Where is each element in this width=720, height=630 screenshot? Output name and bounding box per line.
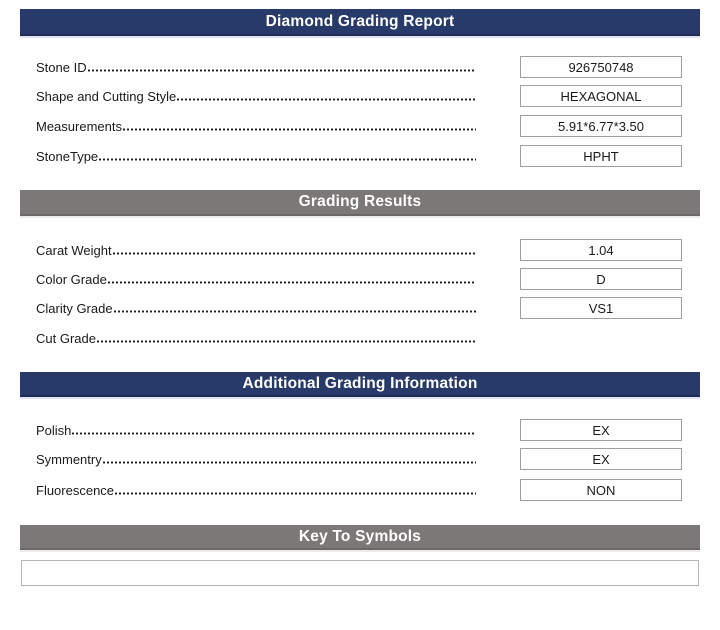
value-box-measurements: [520, 115, 682, 137]
value-box-color-grade: [520, 268, 682, 290]
field-label-stone-id: Stone ID: [36, 59, 87, 75]
field-label-shape: Shape and Cutting Style: [36, 88, 177, 104]
field-row-cut-grade: [20, 327, 700, 349]
field-label-cut-grade: Cut Grade: [36, 330, 96, 346]
dot-leader: [176, 85, 476, 107]
value-box-fluorescence: [520, 479, 682, 501]
field-label-polish: Polish: [36, 422, 72, 438]
section-header-grading-results: [20, 190, 700, 216]
dot-leader: [113, 297, 476, 319]
dot-leader: [96, 327, 476, 349]
section-header-diamond-grading-report: [20, 9, 700, 36]
section-header-additional-grading-information: [20, 372, 700, 397]
value-box-shape: [520, 85, 682, 107]
dot-leader: [71, 419, 476, 441]
dot-leader: [87, 56, 476, 78]
dot-leader: [114, 479, 476, 501]
value-clarity-grade: VS1: [588, 300, 614, 316]
dot-leader: [107, 268, 476, 290]
dot-leader: [122, 115, 476, 137]
dot-leader: [112, 239, 476, 261]
value-box-symmentry: [520, 448, 682, 470]
value-measurements: 5.91*6.77*3.50: [557, 118, 645, 134]
value-polish: EX: [592, 422, 610, 438]
field-row-carat-weight: [20, 239, 700, 261]
value-box-stone-id: [520, 56, 682, 78]
field-row-stone-type: [20, 145, 700, 167]
section-title: Grading Results: [298, 193, 422, 210]
field-row-shape-and-cutting-style: [20, 85, 700, 107]
value-box-polish: [520, 419, 682, 441]
value-symmentry: EX: [592, 451, 610, 467]
value-carat-weight: 1.04: [588, 242, 614, 258]
dot-leader: [102, 448, 476, 470]
field-label-carat-weight: Carat Weight: [36, 242, 112, 258]
field-row-polish: [20, 419, 700, 441]
field-label-stone-type: StoneType: [36, 148, 99, 164]
field-label-color-grade: Color Grade: [36, 271, 107, 287]
key-to-symbols-box: [21, 560, 699, 586]
dot-leader: [98, 145, 476, 167]
field-row-fluorescence: [20, 479, 700, 501]
field-row-clarity-grade: [20, 297, 700, 319]
value-fluorescence: NON: [586, 482, 616, 498]
section-title: Diamond Grading Report: [265, 12, 455, 30]
field-label-clarity-grade: Clarity Grade: [36, 300, 113, 316]
field-row-color-grade: [20, 268, 700, 290]
value-stone-type: HPHT: [583, 148, 619, 164]
field-row-measurements: [20, 115, 700, 137]
section-title: Key To Symbols: [298, 527, 422, 545]
section-header-key-to-symbols: [20, 525, 700, 550]
field-label-fluorescence: Fluorescence: [36, 482, 115, 498]
value-shape: HEXAGONAL: [560, 88, 642, 104]
field-label-symmentry: Symmentry: [36, 451, 102, 467]
section-title: Additional Grading Information: [242, 374, 478, 392]
value-stone-id: 926750748: [568, 59, 634, 75]
field-row-stone-id: [20, 56, 700, 78]
value-box-clarity-grade: [520, 297, 682, 319]
value-box-stone-type: [520, 145, 682, 167]
value-color-grade: D: [596, 271, 606, 287]
field-row-symmentry: [20, 448, 700, 470]
value-box-carat-weight: [520, 239, 682, 261]
field-label-measurements: Measurements: [36, 118, 122, 134]
